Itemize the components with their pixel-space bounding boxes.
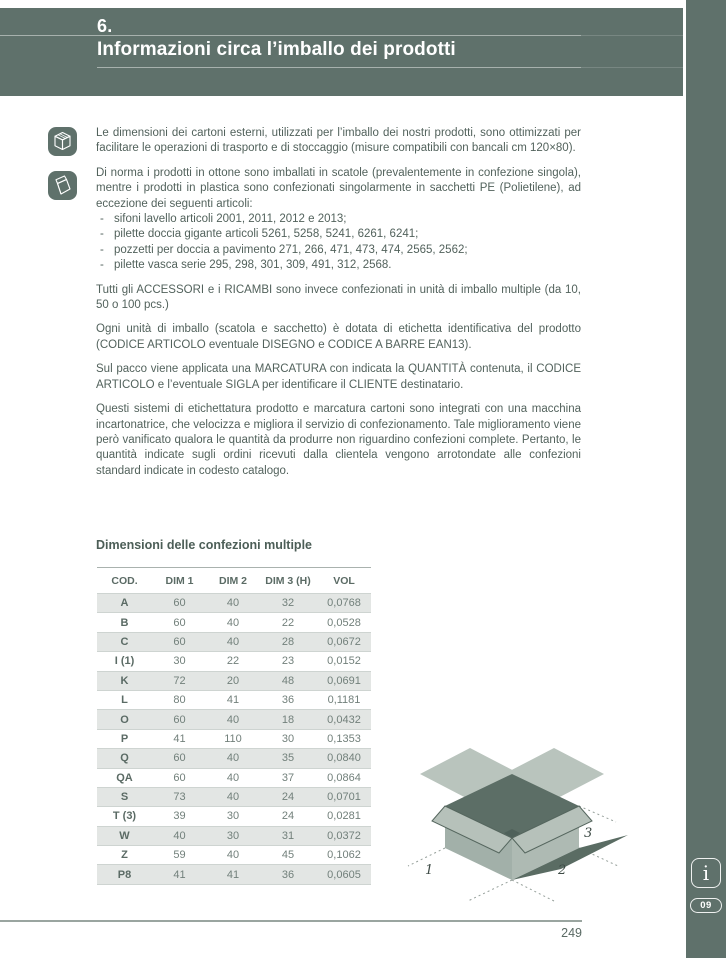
cell-dim3: 23 bbox=[281, 655, 295, 668]
cell-dim3: 35 bbox=[281, 752, 295, 765]
cell-vol: 0,0864 bbox=[327, 771, 361, 784]
table-row bbox=[97, 671, 371, 690]
cell-dim2: 40 bbox=[226, 849, 240, 862]
column-header-dim2: DIM 2 bbox=[218, 575, 247, 587]
cell-vol: 0,0768 bbox=[327, 597, 361, 610]
cell-dim2: 40 bbox=[226, 713, 240, 726]
cell-dim2: 30 bbox=[226, 829, 240, 842]
paragraph-dimensions: Le dimensioni dei cartoni esterni, utilizzati per l’imballo dei nostri prodotti, sono ottimizzati per facilitare le operazioni di trasporto e di stoccaggio (misure compatibili con bancali cm 120×80). bbox=[96, 127, 581, 155]
cell-dim3: 24 bbox=[281, 810, 295, 823]
dimension-label-1: 1 bbox=[425, 863, 434, 878]
cell-cod: S bbox=[120, 791, 129, 804]
cell-dim1: 80 bbox=[173, 694, 186, 707]
cell-vol: 0,0840 bbox=[327, 752, 361, 765]
cell-dim1: 60 bbox=[173, 713, 186, 726]
column-header-vol: VOL bbox=[333, 575, 355, 587]
section-sidebar bbox=[686, 0, 726, 958]
cell-dim3: 18 bbox=[281, 713, 295, 726]
cell-vol: 0,0691 bbox=[327, 674, 361, 687]
dash-marker: - bbox=[100, 228, 104, 241]
chapter-header-band bbox=[0, 8, 683, 96]
dimension-label-3: 3 bbox=[584, 826, 593, 841]
page-title: Informazioni circa l’imballo dei prodotti bbox=[97, 39, 456, 60]
cell-vol: 0,1062 bbox=[327, 849, 361, 862]
header-divider-bottom-dim bbox=[581, 67, 683, 68]
cell-vol: 0,0528 bbox=[327, 616, 361, 629]
section-number-badge: 09 bbox=[690, 898, 722, 913]
list-item: - sifoni lavello articoli 2001, 2011, 2012 e 2013; bbox=[96, 212, 581, 227]
plastic-bag-icon bbox=[48, 171, 77, 200]
column-header-cod: COD. bbox=[111, 575, 138, 587]
paragraph-machine bbox=[96, 402, 581, 479]
cell-cod: QA bbox=[116, 771, 133, 784]
cell-vol: 0,1181 bbox=[327, 694, 361, 707]
table-row bbox=[97, 594, 371, 613]
cell-dim2: 110 bbox=[224, 732, 242, 745]
cell-dim3: 36 bbox=[281, 694, 295, 707]
cell-dim3: 30 bbox=[281, 732, 295, 745]
cell-vol: 0,0432 bbox=[327, 713, 361, 726]
cell-dim1: 59 bbox=[173, 849, 186, 862]
table-row bbox=[97, 729, 371, 748]
cell-dim1: 60 bbox=[173, 597, 186, 610]
cell-dim1: 60 bbox=[173, 771, 186, 784]
cell-dim3: 24 bbox=[281, 791, 295, 804]
cell-dim1: 60 bbox=[173, 752, 186, 765]
cell-dim2: 22 bbox=[226, 655, 240, 668]
cell-dim1: 41 bbox=[173, 732, 186, 745]
info-icon: i bbox=[691, 858, 721, 888]
cell-cod: Z bbox=[121, 849, 128, 862]
table-row bbox=[97, 749, 371, 768]
cell-dim3: 36 bbox=[281, 868, 295, 881]
table-row bbox=[97, 690, 371, 709]
table-row bbox=[97, 768, 371, 787]
table-header bbox=[97, 568, 371, 594]
list-item: - pozzetti per doccia a pavimento 271, 266, 471, 473, 474, 2565, 2562; bbox=[96, 243, 581, 258]
exception-list bbox=[96, 212, 581, 274]
cell-cod: O bbox=[120, 713, 129, 726]
cell-dim1: 60 bbox=[173, 616, 186, 629]
table-row bbox=[97, 826, 371, 845]
paragraph-label: Ogni unità di imballo (scatola e sacchetto) è dotata di etichetta identificativa del prodotto (CODICE ARTICOLO eventuale DISEGNO e CODICE A BARRE EAN13). bbox=[96, 323, 581, 351]
cell-dim2: 40 bbox=[226, 752, 240, 765]
cell-dim3: 45 bbox=[281, 849, 295, 862]
paragraph-packaging-intro: Di norma i prodotti in ottone sono imballati in scatole (prevalentemente in confezione singola), mentre i prodotti in plastica sono confezionati singolarmente in sacchetti PE (Polietilene), ad eccezione dei seguenti articoli: bbox=[96, 166, 581, 210]
open-box-illustration bbox=[400, 722, 630, 902]
table-row bbox=[97, 787, 371, 806]
cell-dim3: 31 bbox=[281, 829, 295, 842]
cell-dim1: 73 bbox=[173, 791, 186, 804]
cell-dim2: 40 bbox=[226, 771, 240, 784]
cell-dim2: 40 bbox=[226, 791, 240, 804]
chapter-number: 6. bbox=[97, 16, 113, 36]
cell-dim1: 39 bbox=[173, 810, 186, 823]
column-header-dim1: DIM 1 bbox=[165, 575, 194, 587]
cell-vol: 0,1353 bbox=[327, 732, 361, 745]
dash-marker: - bbox=[100, 213, 104, 226]
cell-vol: 0,0152 bbox=[327, 655, 361, 668]
cell-dim3: 28 bbox=[281, 635, 295, 648]
table-row bbox=[97, 807, 371, 826]
cell-dim1: 30 bbox=[173, 655, 186, 668]
cell-cod: L bbox=[121, 694, 128, 707]
cell-dim3: 48 bbox=[281, 674, 295, 687]
cell-dim3: 32 bbox=[281, 597, 295, 610]
table-row bbox=[97, 652, 371, 671]
packaging-dimensions-table bbox=[97, 567, 371, 885]
table-row bbox=[97, 632, 371, 651]
cell-dim3: 37 bbox=[281, 771, 295, 784]
cell-dim1: 72 bbox=[173, 674, 186, 687]
cell-dim2: 20 bbox=[226, 674, 240, 687]
table-row bbox=[97, 710, 371, 729]
header-divider-top-dim bbox=[581, 35, 683, 36]
cell-vol: 0,0701 bbox=[327, 791, 361, 804]
dash-marker: - bbox=[100, 259, 104, 272]
cell-cod: C bbox=[120, 635, 129, 648]
table-row bbox=[97, 846, 371, 865]
table-body bbox=[97, 594, 371, 885]
list-item: - pilette vasca serie 295, 298, 301, 309, 491, 312, 2568. bbox=[96, 258, 581, 273]
table-row bbox=[97, 613, 371, 632]
cell-dim2: 40 bbox=[226, 616, 240, 629]
cell-cod: Q bbox=[120, 752, 129, 765]
paragraph-accessories: Tutti gli ACCESSORI e i RICAMBI sono invece confezionati in unità di imballo multiple (da 10, 50 o 100 pcs.) bbox=[96, 283, 581, 312]
paragraph-machine-line2: Tale miglioramento viene però vanificato qualora le quantità da produrre non riguardino confezioni complete. Pertanto, le quantità indicate sugli ordini ricevuti dalla clientela vengono arrotondate alle confezioni standard indicate in codesto catalogo. bbox=[96, 418, 581, 477]
list-item: - pilette doccia gigante articoli 5261, 5258, 5241, 6261, 6241; bbox=[96, 227, 581, 242]
cell-cod: T (3) bbox=[112, 810, 137, 823]
carton-box-icon bbox=[48, 127, 77, 156]
cell-dim2: 40 bbox=[226, 597, 240, 610]
cell-dim2: 30 bbox=[226, 810, 240, 823]
paragraph-marking: Sul pacco viene applicata una MARCATURA con indicata la QUANTITÀ contenuta, il CODICE ARTICOLO e l’eventuale SIGLA per identificare il CLIENTE destinatario. bbox=[96, 363, 581, 391]
page-number: 249 bbox=[561, 926, 582, 940]
cell-dim2: 41 bbox=[226, 694, 240, 707]
cell-vol: 0,0372 bbox=[327, 829, 361, 842]
cell-dim1: 40 bbox=[173, 829, 186, 842]
cell-dim2: 41 bbox=[226, 868, 240, 881]
cell-cod: K bbox=[120, 674, 129, 687]
cell-cod: A bbox=[120, 597, 129, 610]
cell-cod: W bbox=[119, 829, 130, 842]
header-divider-top bbox=[0, 35, 581, 36]
cell-cod: P bbox=[120, 732, 129, 745]
body-text bbox=[96, 126, 581, 479]
cell-cod: I (1) bbox=[114, 655, 135, 668]
cell-dim2: 40 bbox=[226, 635, 240, 648]
footer-rule bbox=[0, 920, 582, 922]
cell-vol: 0,0605 bbox=[327, 868, 361, 881]
dash-marker: - bbox=[100, 243, 104, 256]
cell-cod: B bbox=[120, 616, 129, 629]
dimension-label-2: 2 bbox=[558, 863, 567, 878]
header-divider-bottom bbox=[97, 67, 581, 68]
column-header-dim3: DIM 3 (H) bbox=[265, 575, 311, 587]
cell-dim3: 22 bbox=[281, 616, 295, 629]
cell-dim1: 41 bbox=[173, 868, 186, 881]
table-title: Dimensioni delle confezioni multiple bbox=[96, 538, 312, 552]
cell-dim1: 60 bbox=[173, 635, 186, 648]
cell-vol: 0,0672 bbox=[327, 635, 361, 648]
table-row bbox=[97, 865, 371, 884]
cell-vol: 0,0281 bbox=[327, 810, 361, 823]
paragraph-machine-line1: Questi sistemi di etichettatura prodotto e marcatura cartoni sono integrati con una macchina incartonatrice, che velocizza e migliora il servizio di confezionamento. bbox=[96, 403, 581, 431]
cell-cod: P8 bbox=[117, 868, 132, 881]
